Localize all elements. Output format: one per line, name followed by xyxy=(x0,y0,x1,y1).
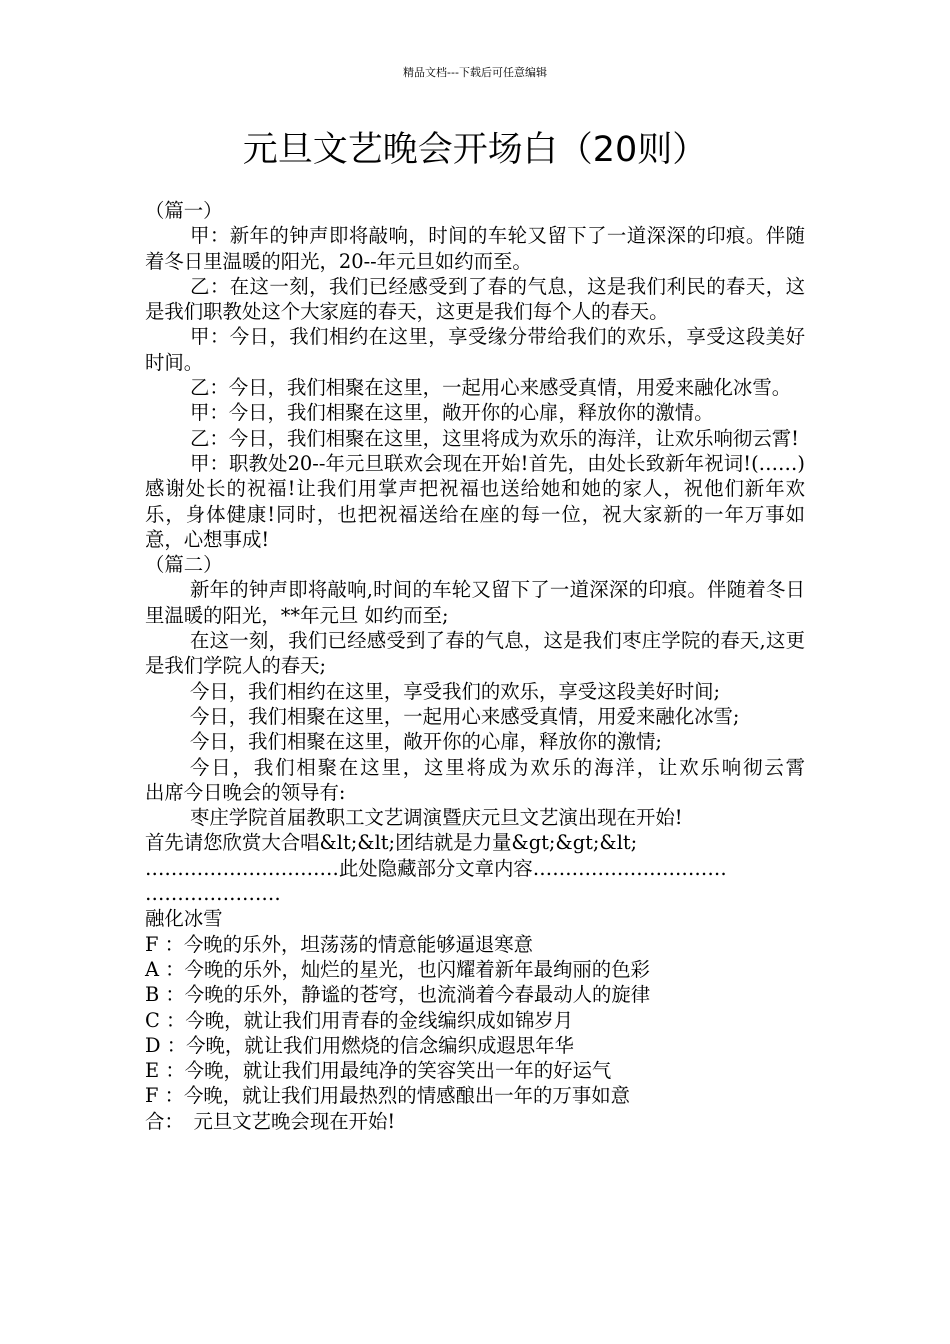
section-heading: （篇二） xyxy=(145,553,223,577)
dialogue-line: C ：今晚，就让我们用青春的金线编织成如锦岁月 xyxy=(145,1008,574,1032)
paragraph: 甲：新年的钟声即将敲响，时间的车轮又留下了一道深深的印痕。伴随着冬日里温暖的阳光，20--年元旦如约而至。 xyxy=(145,224,805,273)
dialogue-line: B ：今晚的乐外，静谧的苍穹，也流淌着今春最动人的旋律 xyxy=(145,983,651,1007)
document-title: 元旦文艺晚会开场白（20则） xyxy=(242,130,708,170)
dialogue-line: A ：今晚的乐外，灿烂的星光，也闪耀着新年最绚丽的色彩 xyxy=(145,957,650,981)
paragraph: 乙：在这一刻，我们已经感受到了春的气息，这是我们利民的春天，这是我们职教处这个大家庭的春天，这更是我们每个人的春天。 xyxy=(145,274,805,324)
paragraph: 甲：今日，我们相聚在这里，敞开你的心扉，释放你的激情。 xyxy=(190,401,714,425)
paragraph: 今日，我们相约在这里，享受我们的欢乐，享受这段美好时间; xyxy=(190,679,721,703)
paragraph: 今日，我们相聚在这里，一起用心来感受真情，用爱来融化冰雪; xyxy=(190,704,740,728)
paragraph: 乙：今日，我们相聚在这里，一起用心来感受真情，用爱来融化冰雪。 xyxy=(190,376,792,400)
document-body xyxy=(145,198,844,1134)
text-fragment: 融化冰雪 xyxy=(145,907,223,931)
hidden-content-lead: 首先请您欣赏大合唱&lt;&lt;团结就是力量&gt;&gt;&lt; xyxy=(145,831,638,855)
dialogue-line: F ：今晚，就让我们用最热烈的情感酿出一年的万事如意 xyxy=(145,1084,630,1108)
paragraph: 乙：今日，我们相聚在这里，这里将成为欢乐的海洋，让欢乐响彻云霄! xyxy=(190,426,799,450)
paragraph: 甲：职教处20--年元旦联欢会现在开始!首先，由处长致新年祝词!(……)感谢处长的祝福!让我们用掌声把祝福也送给她和她的家人，祝他们新年欢乐，身体健康!同时，也把祝福送给在座的每一位，祝大家新的一年万事如意，心想事成! xyxy=(145,451,805,551)
paragraph: 今日，我们相聚在这里，这里将成为欢乐的海洋，让欢乐响彻云霄 出席今日晚会的领导有: xyxy=(145,755,844,804)
hidden-content-tail: ………………… xyxy=(145,882,281,906)
page-header-note: 精品文档---下载后可任意编辑 xyxy=(403,66,547,79)
paragraph: 枣庄学院首届教职工文艺调演暨庆元旦文艺演出现在开始! xyxy=(190,806,683,830)
paragraph: 甲：今日，我们相约在这里，享受缘分带给我们的欢乐，享受这段美好时间。 xyxy=(145,325,805,374)
section-heading: （篇一） xyxy=(145,199,223,222)
hidden-content-notice: …………………………此处隐藏部分文章内容………………………… xyxy=(145,856,727,880)
dialogue-line: D ：今晚，就让我们用燃烧的信念编织成遐思年华 xyxy=(145,1033,574,1057)
paragraph: 今日，我们相聚在这里，敞开你的心扉，释放你的激情; xyxy=(190,730,662,754)
dialogue-line: 合： 元旦文艺晚会现在开始! xyxy=(145,1109,396,1133)
dialogue-line: E ：今晚，就让我们用最纯净的笑容笑出一年的好运气 xyxy=(145,1059,612,1083)
paragraph: 在这一刻，我们已经感受到了春的气息，这是我们枣庄学院的春天,这更是我们学院人的春天; xyxy=(145,629,805,678)
paragraph: 新年的钟声即将敲响,时间的车轮又留下了一道深深的印痕。伴随着冬日里温暖的阳光，**年元旦 如约而至; xyxy=(145,578,805,627)
dialogue-line: F ：今晚的乐外，坦荡荡的情意能够逼退寒意 xyxy=(145,932,534,956)
